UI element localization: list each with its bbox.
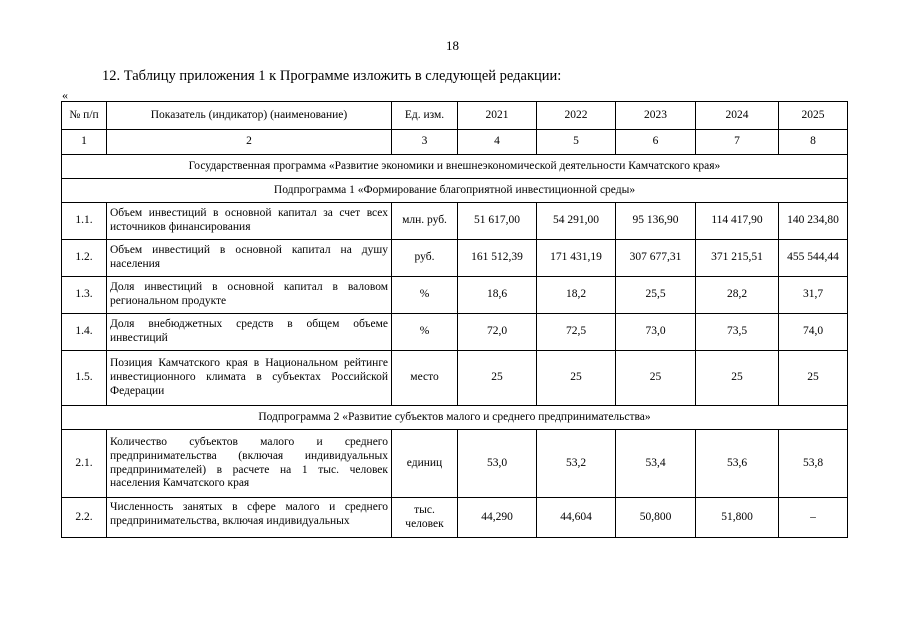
indicator-name: Объем инвестиций в основной капитал за счет всех источников финансирования	[107, 203, 392, 240]
table-row	[62, 351, 848, 406]
column-number: 3	[392, 130, 458, 155]
value-2022: 53,2	[537, 430, 616, 498]
table-row	[62, 498, 848, 538]
value-2023: 95 136,90	[616, 203, 696, 240]
value-2022: 72,5	[537, 314, 616, 351]
value-2021: 51 617,00	[458, 203, 537, 240]
table-header-row	[62, 102, 848, 130]
unit: руб.	[392, 240, 458, 277]
value-2024: 28,2	[696, 277, 779, 314]
value-2023: 25,5	[616, 277, 696, 314]
value-2021: 53,0	[458, 430, 537, 498]
column-number: 6	[616, 130, 696, 155]
unit: млн. руб.	[392, 203, 458, 240]
column-header: 2025	[779, 102, 848, 130]
value-2024: 53,6	[696, 430, 779, 498]
value-2024: 73,5	[696, 314, 779, 351]
value-2024: 51,800	[696, 498, 779, 538]
table-row	[62, 430, 848, 498]
indicator-name: Количество субъектов малого и среднего предпринимательства (включая индивидуальных предпринимателей) в расчете на 1 тыс. человек населения Камчатского края	[107, 430, 392, 498]
value-2022: 44,604	[537, 498, 616, 538]
value-2022: 54 291,00	[537, 203, 616, 240]
column-numbers-row	[62, 130, 848, 155]
value-2021: 161 512,39	[458, 240, 537, 277]
value-2025: 455 544,44	[779, 240, 848, 277]
value-2023: 50,800	[616, 498, 696, 538]
table-row	[62, 240, 848, 277]
row-number: 1.2.	[62, 240, 107, 277]
program-title: Государственная программа «Развитие экономики и внешнеэкономической деятельности Камчатского края»	[62, 155, 848, 179]
table-row	[62, 203, 848, 240]
indicator-name: Объем инвестиций в основной капитал на душу населения	[107, 240, 392, 277]
column-header: 2023	[616, 102, 696, 130]
indicator-name: Доля внебюджетных средств в общем объеме инвестиций	[107, 314, 392, 351]
column-header: № п/п	[62, 102, 107, 130]
column-header: 2022	[537, 102, 616, 130]
unit: единиц	[392, 430, 458, 498]
row-number: 1.3.	[62, 277, 107, 314]
indicator-name: Доля инвестиций в основной капитал в валовом региональном продукте	[107, 277, 392, 314]
value-2023: 53,4	[616, 430, 696, 498]
value-2025: 31,7	[779, 277, 848, 314]
value-2025: 140 234,80	[779, 203, 848, 240]
unit: тыс. человек	[392, 498, 458, 538]
column-header: Показатель (индикатор) (наименование)	[107, 102, 392, 130]
table-row	[62, 277, 848, 314]
value-2021: 72,0	[458, 314, 537, 351]
column-header: Ед. изм.	[392, 102, 458, 130]
value-2024: 114 417,90	[696, 203, 779, 240]
row-number: 1.4.	[62, 314, 107, 351]
subprogram-row	[62, 406, 848, 430]
value-2021: 25	[458, 351, 537, 406]
unit: место	[392, 351, 458, 406]
subprogram-row	[62, 179, 848, 203]
subprogram-title: Подпрограмма 1 «Формирование благоприятной инвестиционной среды»	[62, 179, 848, 203]
value-2021: 44,290	[458, 498, 537, 538]
value-2022: 25	[537, 351, 616, 406]
indicator-name: Численность занятых в сфере малого и среднего предпринимательства, включая индивидуальных	[107, 498, 392, 538]
row-number: 1.5.	[62, 351, 107, 406]
row-number: 2.1.	[62, 430, 107, 498]
page-number: 18	[446, 38, 459, 53]
unit: %	[392, 277, 458, 314]
value-2025: 25	[779, 351, 848, 406]
indicator-name: Позиция Камчатского края в Национальном рейтинге инвестиционного климата в субъектах Российской Федерации	[107, 351, 392, 406]
value-2025: –	[779, 498, 848, 538]
column-header: 2024	[696, 102, 779, 130]
value-2023: 307 677,31	[616, 240, 696, 277]
value-2025: 74,0	[779, 314, 848, 351]
subprogram-title: Подпрограмма 2 «Развитие субъектов малого и среднего предпринимательства»	[62, 406, 848, 430]
value-2023: 25	[616, 351, 696, 406]
column-number: 1	[62, 130, 107, 155]
unit: %	[392, 314, 458, 351]
row-number: 1.1.	[62, 203, 107, 240]
value-2021: 18,6	[458, 277, 537, 314]
value-2024: 371 215,51	[696, 240, 779, 277]
section-heading: 12. Таблицу приложения 1 к Программе изложить в следующей редакции:	[102, 68, 562, 84]
column-number: 8	[779, 130, 848, 155]
indicators-table	[61, 101, 848, 538]
opening-quote: «	[62, 88, 68, 102]
column-number: 2	[107, 130, 392, 155]
table-row	[62, 314, 848, 351]
row-number: 2.2.	[62, 498, 107, 538]
value-2025: 53,8	[779, 430, 848, 498]
column-number: 4	[458, 130, 537, 155]
column-number: 5	[537, 130, 616, 155]
value-2024: 25	[696, 351, 779, 406]
value-2022: 18,2	[537, 277, 616, 314]
value-2023: 73,0	[616, 314, 696, 351]
column-header: 2021	[458, 102, 537, 130]
column-number: 7	[696, 130, 779, 155]
program-row	[62, 155, 848, 179]
value-2022: 171 431,19	[537, 240, 616, 277]
